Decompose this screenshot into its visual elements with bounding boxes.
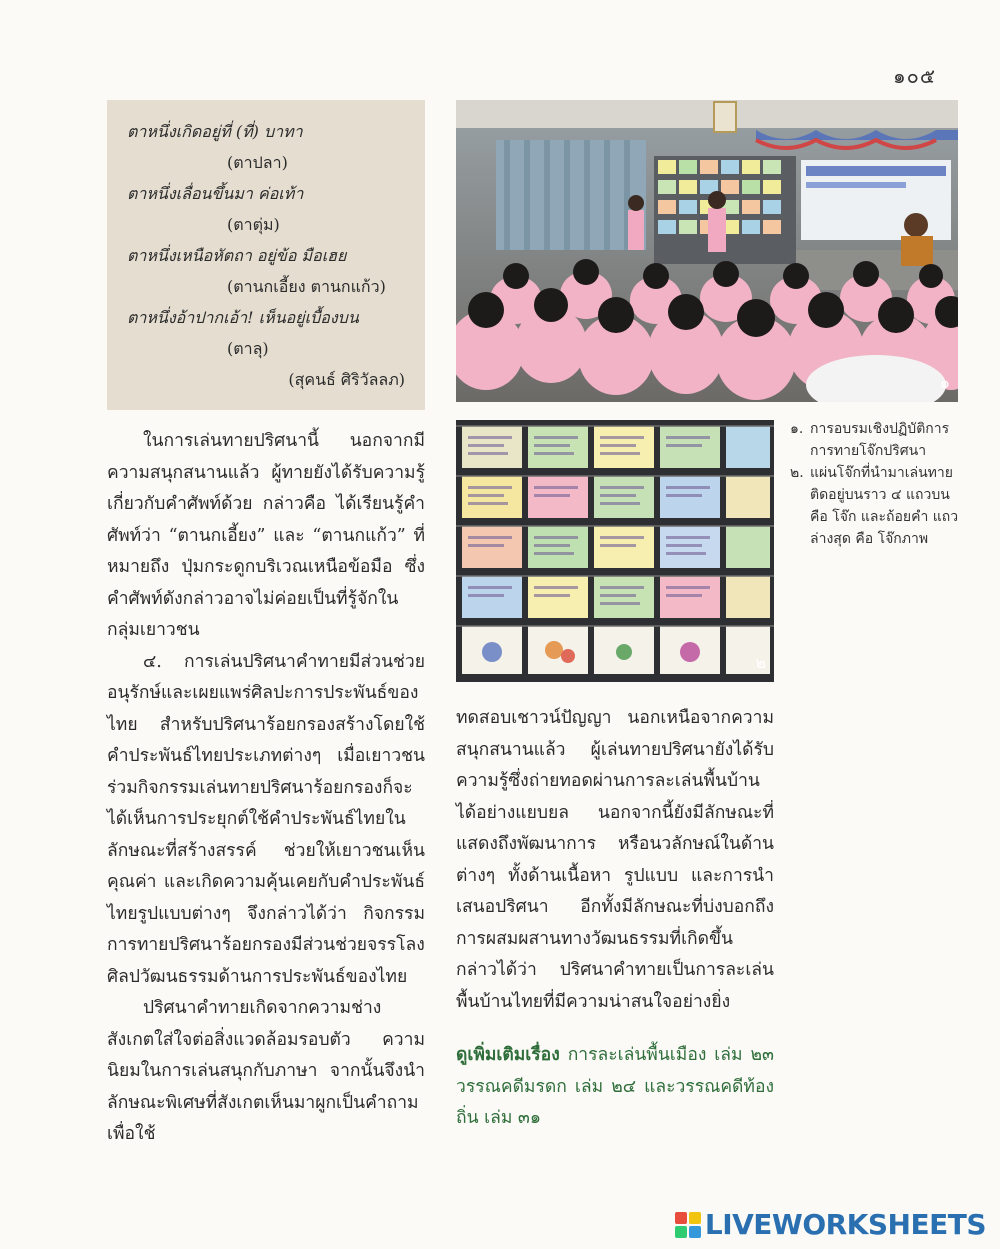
left-column: [107, 426, 425, 1151]
caption-text: การอบรมเชิงปฏิบัติการการทายโจ๊กปริศนา: [810, 421, 950, 459]
poem-answer-line: (ตาปลา): [227, 153, 288, 172]
poem-answer-line: (ตาตุ่ม): [227, 215, 280, 234]
paragraph: ในการเล่นทายปริศนานี้ นอกจากมีความสนุกสนานแล้ว ผู้ทายยังได้รับความรู้เกี่ยวกับคำศัพท์ด้วย กล่าวคือ ได้เรียนรู้คำศัพท์ว่า “ตานกเอี้ยง” และ “ตานกแก้ว” ที่หมายถึง ปุ่มกระดูกบริเวณเหนือข้อมือ ซึ่งคำศัพท์ดังกล่าวอาจไม่ค่อยเป็นที่รู้จักในกลุ่มเยาวชน: [107, 431, 425, 640]
see-also-text: การละเล่นพื้นเมือง เล่ม ๒๓ วรรณคดีมรดก เล่ม ๒๔ และวรรณคดีท้องถิ่น เล่ม ๓๑: [456, 1045, 774, 1128]
poem-riddle-line: ตาหนึ่งอ้าปากเอ้า! เห็นอยู่เบื้องบน: [127, 308, 359, 327]
poem-answer-line: (ตาลุ): [227, 339, 269, 358]
photo-1-number: ๑: [939, 373, 950, 392]
paragraph: ปริศนาคำทายเกิดจากความช่างสังเกตใส่ใจต่อสิ่งแวดล้อมรอบตัว ความนิยมในการเล่นสนุกกับภาษา จากนั้นจึงนำลักษณะพิเศษที่สังเกตเห็นมาผูกเป็นคำถาม เพื่อใช้: [107, 998, 425, 1144]
photo-captions: [790, 418, 970, 550]
poem-lines: [127, 116, 411, 364]
liveworksheets-watermark: [675, 1208, 986, 1241]
caption-number: ๒.: [790, 465, 804, 481]
riddle-boards-photo: [456, 420, 774, 682]
poem-riddle-line: ตาหนึ่งเกิดอยู่ที่ (ที่) บาทา: [127, 122, 303, 141]
caption-text: แผ่นโจ๊กที่นำมาเล่นทายติดอยู่บนราว ๔ แถวบน คือ โจ๊ก และถ้อยคำ แถวล่างสุด คือ โจ๊กภาพ: [810, 465, 959, 547]
poem-box: [107, 100, 425, 410]
see-also-label: ดูเพิ่มเติมเรื่อง: [456, 1045, 560, 1065]
poem-riddle-line: ตาหนึ่งเหนือหัตถา อยู่ข้อ มือเฮย: [127, 246, 347, 265]
caption-item: [790, 418, 970, 462]
poem-author: (สุคนธ์ ศิริวัลลภ): [288, 370, 405, 389]
liveworksheets-logo-icon: [675, 1212, 701, 1238]
page-number: ๑๐๕: [892, 64, 936, 88]
poem-riddle-line: ตาหนึ่งเลื่อนขึ้นมา ค่อเท้า: [127, 184, 304, 203]
training-session-illustration: [456, 100, 958, 402]
caption-number: ๑.: [790, 421, 804, 437]
caption-item: [790, 462, 970, 550]
training-session-photo: [456, 100, 958, 402]
poem-answer-line: (ตานกเอี้ยง ตานกแก้ว): [227, 277, 386, 296]
paragraph: ทดสอบเชาวน์ปัญญา นอกเหนือจากความสนุกสนานแล้ว ผู้เล่นทายปริศนายังได้รับความรู้ซึ่งถ่ายทอดผ่านการละเล่นพื้นบ้านได้อย่างแยบยล นอกจากนี้ยังมีลักษณะที่แสดงถึงพัฒนาการ หรือนวลักษณ์ในด้านต่างๆ ทั้งด้านเนื้อหา รูปแบบ และการนำเสนอปริศนา อีกทั้งมีลักษณะที่บ่งบอกถึงการผสมผสานทางวัฒนธรรมที่เกิดขึ้น กล่าวได้ว่า ปริศนาคำทายเป็นการละเล่นพื้นบ้านไทยที่มีความน่าสนใจอย่างยิ่ง: [456, 708, 774, 1012]
see-also-note: [456, 1040, 774, 1135]
paragraph: ๔. การเล่นปริศนาคำทายมีส่วนช่วยอนุรักษ์และเผยแพร่ศิลปะการประพันธ์ของไทย สำหรับปริศนาร้อยกรองสร้างโดยใช้คำประพันธ์ไทยประเภทต่างๆ เมื่อเยาวชนร่วมกิจกรรมเล่นทายปริศนาร้อยกรองก็จะได้เห็นการประยุกต์ใช้คำประพันธ์ไทยในลักษณะที่สร้างสรรค์ ช่วยให้เยาวชนเห็นคุณค่า และเกิดความคุ้นเคยกับคำประพันธ์ไทยรูปแบบต่างๆ จึงกล่าวได้ว่า กิจกรรมการทายปริศนาร้อยกรองมีส่วนช่วยจรรโลงศิลปวัฒนธรรมด้านการประพันธ์ของไทย: [107, 651, 425, 987]
right-column: [456, 703, 774, 1135]
watermark-text: LIVEWORKSHEETS: [704, 1208, 986, 1241]
photo-2-number: ๒: [755, 653, 766, 672]
riddle-boards-illustration: [456, 420, 774, 682]
